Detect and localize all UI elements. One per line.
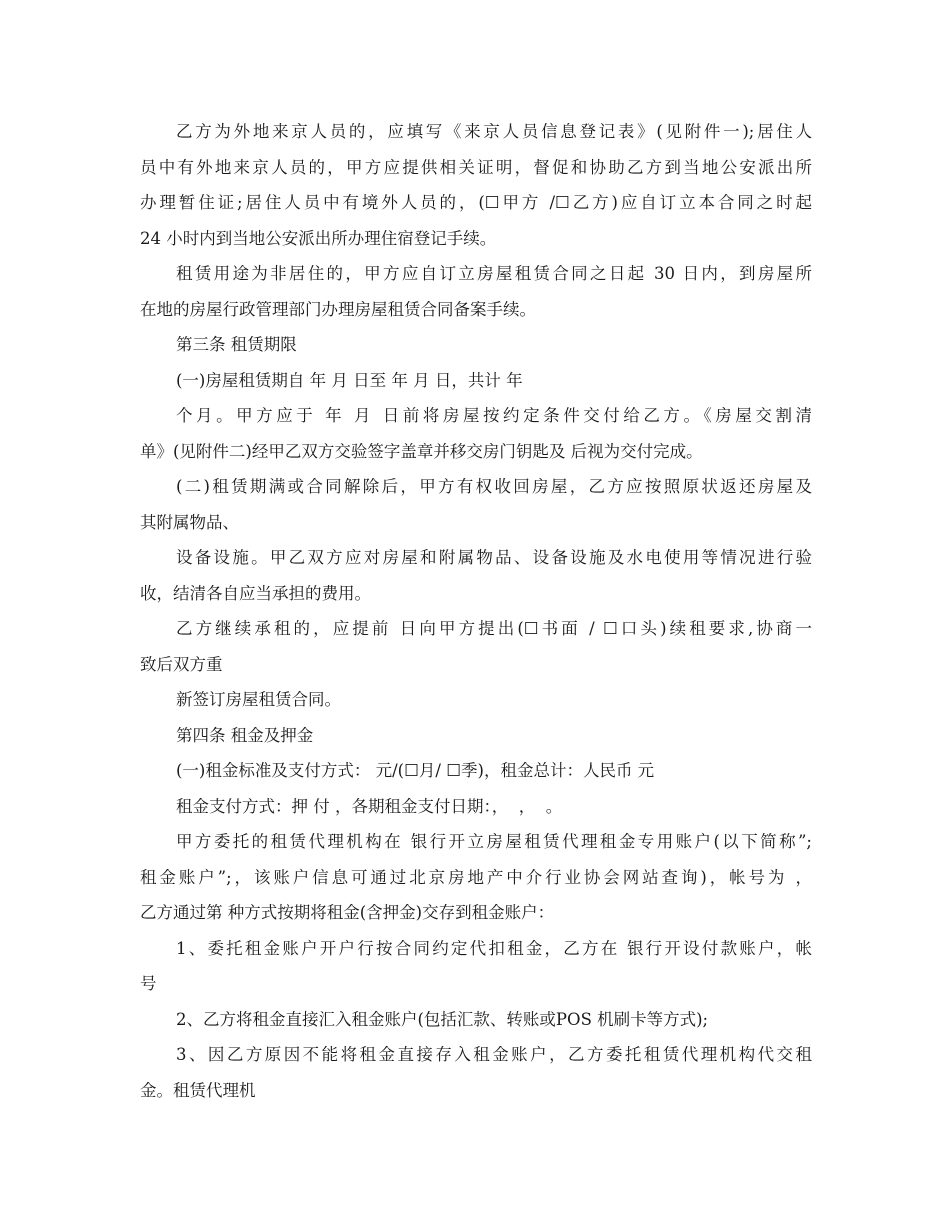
paragraph-line: 乙方通过第 种方式按期将租金(含押金)交存到租金账户： — [140, 903, 555, 922]
paragraph-line: 乙方继续承租的，应提前 日向甲方提出(☐书面 / ☐口头)续租要求,协商一 — [176, 619, 812, 638]
paragraph-line: 3、因乙方原因不能将租金直接存入租金账户，乙方委托租赁代理机构代交租 — [176, 1045, 812, 1064]
paragraph-line: 租赁用途为非居住的，甲方应自订立房屋租赁合同之日起 30 日内，到房屋所 — [176, 264, 812, 283]
paragraph-line: 其附属物品、 — [140, 512, 239, 532]
paragraph-line: 个月。甲方应于 年 月 日前将房屋按约定条件交付给乙方。《房屋交割清 — [176, 406, 812, 425]
paragraph-line: 员中有外地来京人员的，甲方应提供相关证明，督促和协助乙方到当地公安派出所 — [140, 157, 812, 177]
paragraph-line: 租金账户”;，该账户信息可通过北京房地产中介行业协会网站查询)，帐号为 ， — [140, 867, 812, 887]
document-body — [140, 114, 812, 1108]
paragraph-line: (二)租赁期满或合同解除后，甲方有权收回房屋，乙方应按照原状返还房屋及 — [176, 477, 812, 496]
paragraph-line: 致后双方重 — [140, 654, 223, 674]
section-heading: 第三条 租赁期限 — [176, 335, 297, 354]
paragraph-line: 乙方为外地来京人员的，应填写《来京人员信息登记表》(见附件一);居住人 — [176, 122, 812, 141]
paragraph-line: 24 小时内到当地公安派出所办理住宿登记手续。 — [140, 228, 497, 248]
paragraph-line: 单》(见附件二)经甲乙双方交验签字盖章并移交房门钥匙及 后视为交付完成。 — [140, 441, 703, 461]
paragraph-line: 在地的房屋行政管理部门办理房屋租赁合同备案手续。 — [140, 299, 536, 319]
paragraph-line: 租金支付方式：押 付 ，各期租金支付日期：， ， 。 — [176, 796, 563, 816]
paragraph-line: 1、委托租金账户开户行按合同约定代扣租金，乙方在 银行开设付款账户，帐 — [176, 938, 812, 958]
paragraph-line: (一)租金标准及支付方式： 元/(☐月/ ☐季)，租金总计：人民币 元 — [176, 761, 655, 780]
paragraph-line: 办理暂住证;居住人员中有境外人员的，(☐甲方 /☐乙方)应自订立本合同之时起 — [140, 193, 812, 212]
paragraph-line: 设备设施。甲乙双方应对房屋和附属物品、设备设施及水电使用等情况进行验 — [176, 548, 812, 567]
paragraph-line: 2、乙方将租金直接汇入租金账户(包括汇款、转账或POS 机刷卡等方式); — [176, 1009, 709, 1029]
section-heading: 第四条 租金及押金 — [176, 725, 314, 745]
paragraph-line: 收，结清各自应当承担的费用。 — [140, 583, 371, 603]
paragraph-line: 号 — [140, 974, 157, 993]
paragraph-line: (一)房屋租赁期自 年 月 日至 年 月 日，共计 年 — [176, 370, 523, 390]
paragraph-line: 金。租赁代理机 — [140, 1080, 256, 1100]
paragraph-line: 新签订房屋租赁合同。 — [176, 690, 341, 709]
paragraph-line: 甲方委托的租赁代理机构在 银行开立房屋租赁代理租金专用账户(以下简称”; — [176, 832, 812, 851]
